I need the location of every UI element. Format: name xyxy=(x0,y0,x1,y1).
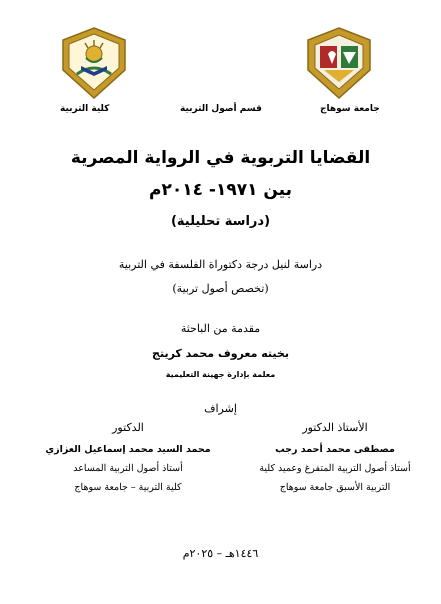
university-emblem-icon xyxy=(302,26,376,100)
author-job: معلمة بإدارة جهينة التعليمية xyxy=(165,370,276,379)
university-label: جامعة سوهاج xyxy=(320,104,380,114)
supervisor-right-line1: أستاذ أصول التربية المتفرغ وعميد كلية xyxy=(259,463,411,474)
thesis-title-line1: القضايا التربوية في الرواية المصرية xyxy=(70,148,371,168)
supervisor-left-line2: كلية التربية – جامعة سوهاج xyxy=(74,482,182,493)
author-name: بخيته معروف محمد كريتج xyxy=(152,347,289,360)
submission-date: ١٤٤٦هـ – ٢٠٢٥م xyxy=(182,547,259,560)
supervisor-left-title: الدكتور xyxy=(112,421,144,434)
supervisor-left xyxy=(28,420,228,497)
thesis-title-line2: بين ١٩٧١- ٢٠١٤م xyxy=(148,180,293,200)
supervisor-right-line2: التربية الأسبق جامعة سوهاج xyxy=(279,482,391,493)
sohag-university-logo xyxy=(302,26,376,100)
supervisor-right-name: مصطفى محمد أحمد رجب xyxy=(275,444,395,455)
degree-line2: (تخصص أصول تربية) xyxy=(172,282,269,295)
supervisor-right-title: الأستاذ الدكتور xyxy=(302,421,368,434)
department-label: قسم أصول التربية xyxy=(180,104,262,114)
faculty-label: كلية التربية xyxy=(60,104,110,114)
degree-line1: دراسة لنيل درجة دكتوراة الفلسفة في التربية xyxy=(118,258,323,271)
supervisor-left-line1: أستاذ أصول التربية المساعد xyxy=(73,463,183,474)
supervisor-left-name: محمد السيد محمد إسماعيل العزازي xyxy=(45,444,211,455)
supervision-label: إشراف xyxy=(204,402,237,415)
thesis-title-line3: (دراسة تحليلية) xyxy=(170,214,271,229)
faculty-emblem-icon xyxy=(57,26,131,100)
author-intro: مقدمة من الباحثة xyxy=(180,322,261,335)
supervisor-right xyxy=(240,420,430,497)
faculty-of-education-logo xyxy=(57,26,131,100)
